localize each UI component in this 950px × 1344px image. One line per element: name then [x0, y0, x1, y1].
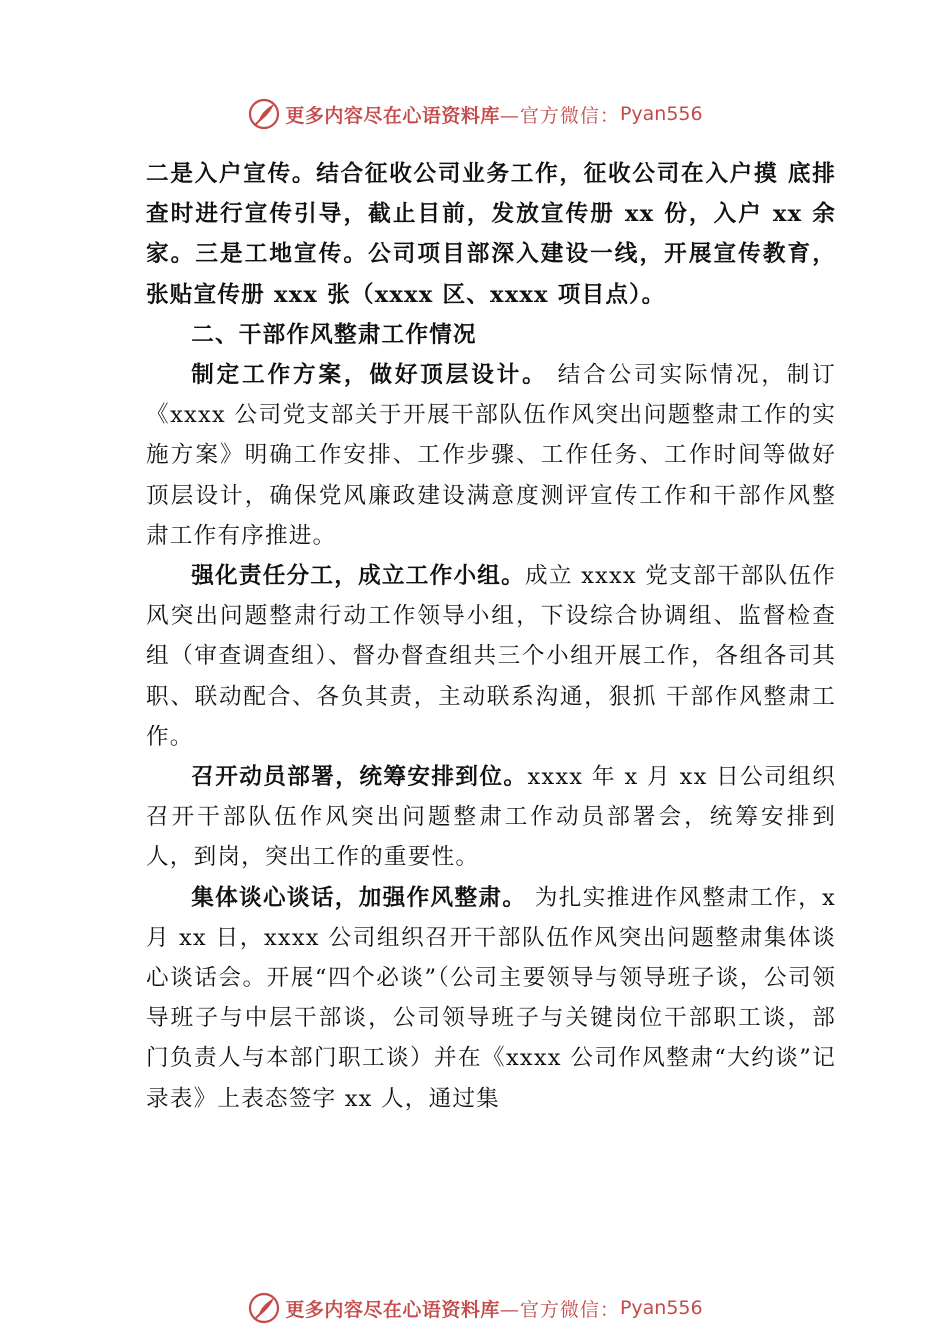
quill-ink-logo-icon	[247, 97, 281, 131]
banner-brand-text: 更多内容尽在心语资料库	[285, 104, 500, 127]
paragraph-collective-talk	[146, 878, 836, 1119]
paragraph-text: 结合公司实际情况，制订《xxxx 公司党支部关于开展干部队伍作风突出问题整肃工作的实施方案》明确工作安排、工作步骤、工作任务、工作时间等做好顶层设计，确保党风廉政建设满意度测评宣传工作和干部作风整肃工作有序推进。	[146, 362, 836, 549]
paragraph-responsibility	[146, 556, 836, 757]
paragraph-text: xxxx 年 x 月 xx 日公司组织召开干部队伍作风突出问题整肃工作动员部署会，统筹安排到人，到岗，突出工作的重要性。	[146, 764, 836, 871]
paragraph-text: 成立 xxxx 党支部干部队伍作风突出问题整肃行动工作领导小组，下设综合协调组、监督检查组（审查调查组）、督办督查组共三个小组开展工作，各组各司其职、联动配合、各负其责，主动联系沟通，狠抓 干部作风整肃工作。	[146, 563, 836, 750]
footer-banner	[0, 1288, 950, 1328]
banner-wechat-label: —官方微信：	[499, 1298, 620, 1321]
quill-ink-logo-icon	[247, 1291, 281, 1325]
paragraph-lead: 召开动员部署，统筹安排到位。	[191, 764, 528, 791]
banner-brand-text: 更多内容尽在心语资料库	[285, 1298, 500, 1321]
paragraph-household-publicity: 二是入户宣传。结合征收公司业务工作，征收公司在入户摸 底排查时进行宣传引导，截止目前，发放宣传册 xx 份，入户 xx 余家。三是工地宣传。公司项目部深入建设一线，开展宣传教育，张贴宣传册 xxx 张（xxxx 区、xxxx 项目点）。	[146, 161, 836, 308]
paragraph-lead: 制定工作方案，做好顶层设计。	[191, 362, 548, 389]
paragraph-mobilization	[146, 757, 836, 878]
paragraph-lead: 集体谈心谈话，加强作风整肃。	[191, 884, 527, 911]
banner-wechat-label: —官方微信：	[499, 104, 620, 127]
section-heading-2: 二、干部作风整肃工作情况	[191, 321, 477, 348]
paragraph-text: 为扎实推进作风整肃工作，x 月 xx 日，xxxx 公司组织召开干部队伍作风突出问题整肃集体谈心谈话会。开展“四个必谈”（公司主要领导与领导班子谈，公司领导班子与中层干部谈，公司领导班子与关键岗位干部职工谈，部门负责人与本部门职工谈）并在《xxxx 公司作风整肃“大约谈”记录表》上表态签字 xx 人，通过集	[146, 884, 836, 1112]
paragraph-lead: 强化责任分工，成立工作小组。	[191, 563, 525, 590]
banner-wechat-id: Pyan556	[619, 1297, 703, 1319]
header-banner	[0, 94, 950, 134]
banner-wechat-id: Pyan556	[619, 103, 703, 125]
paragraph-work-plan	[146, 355, 836, 556]
document-body	[146, 154, 836, 1119]
